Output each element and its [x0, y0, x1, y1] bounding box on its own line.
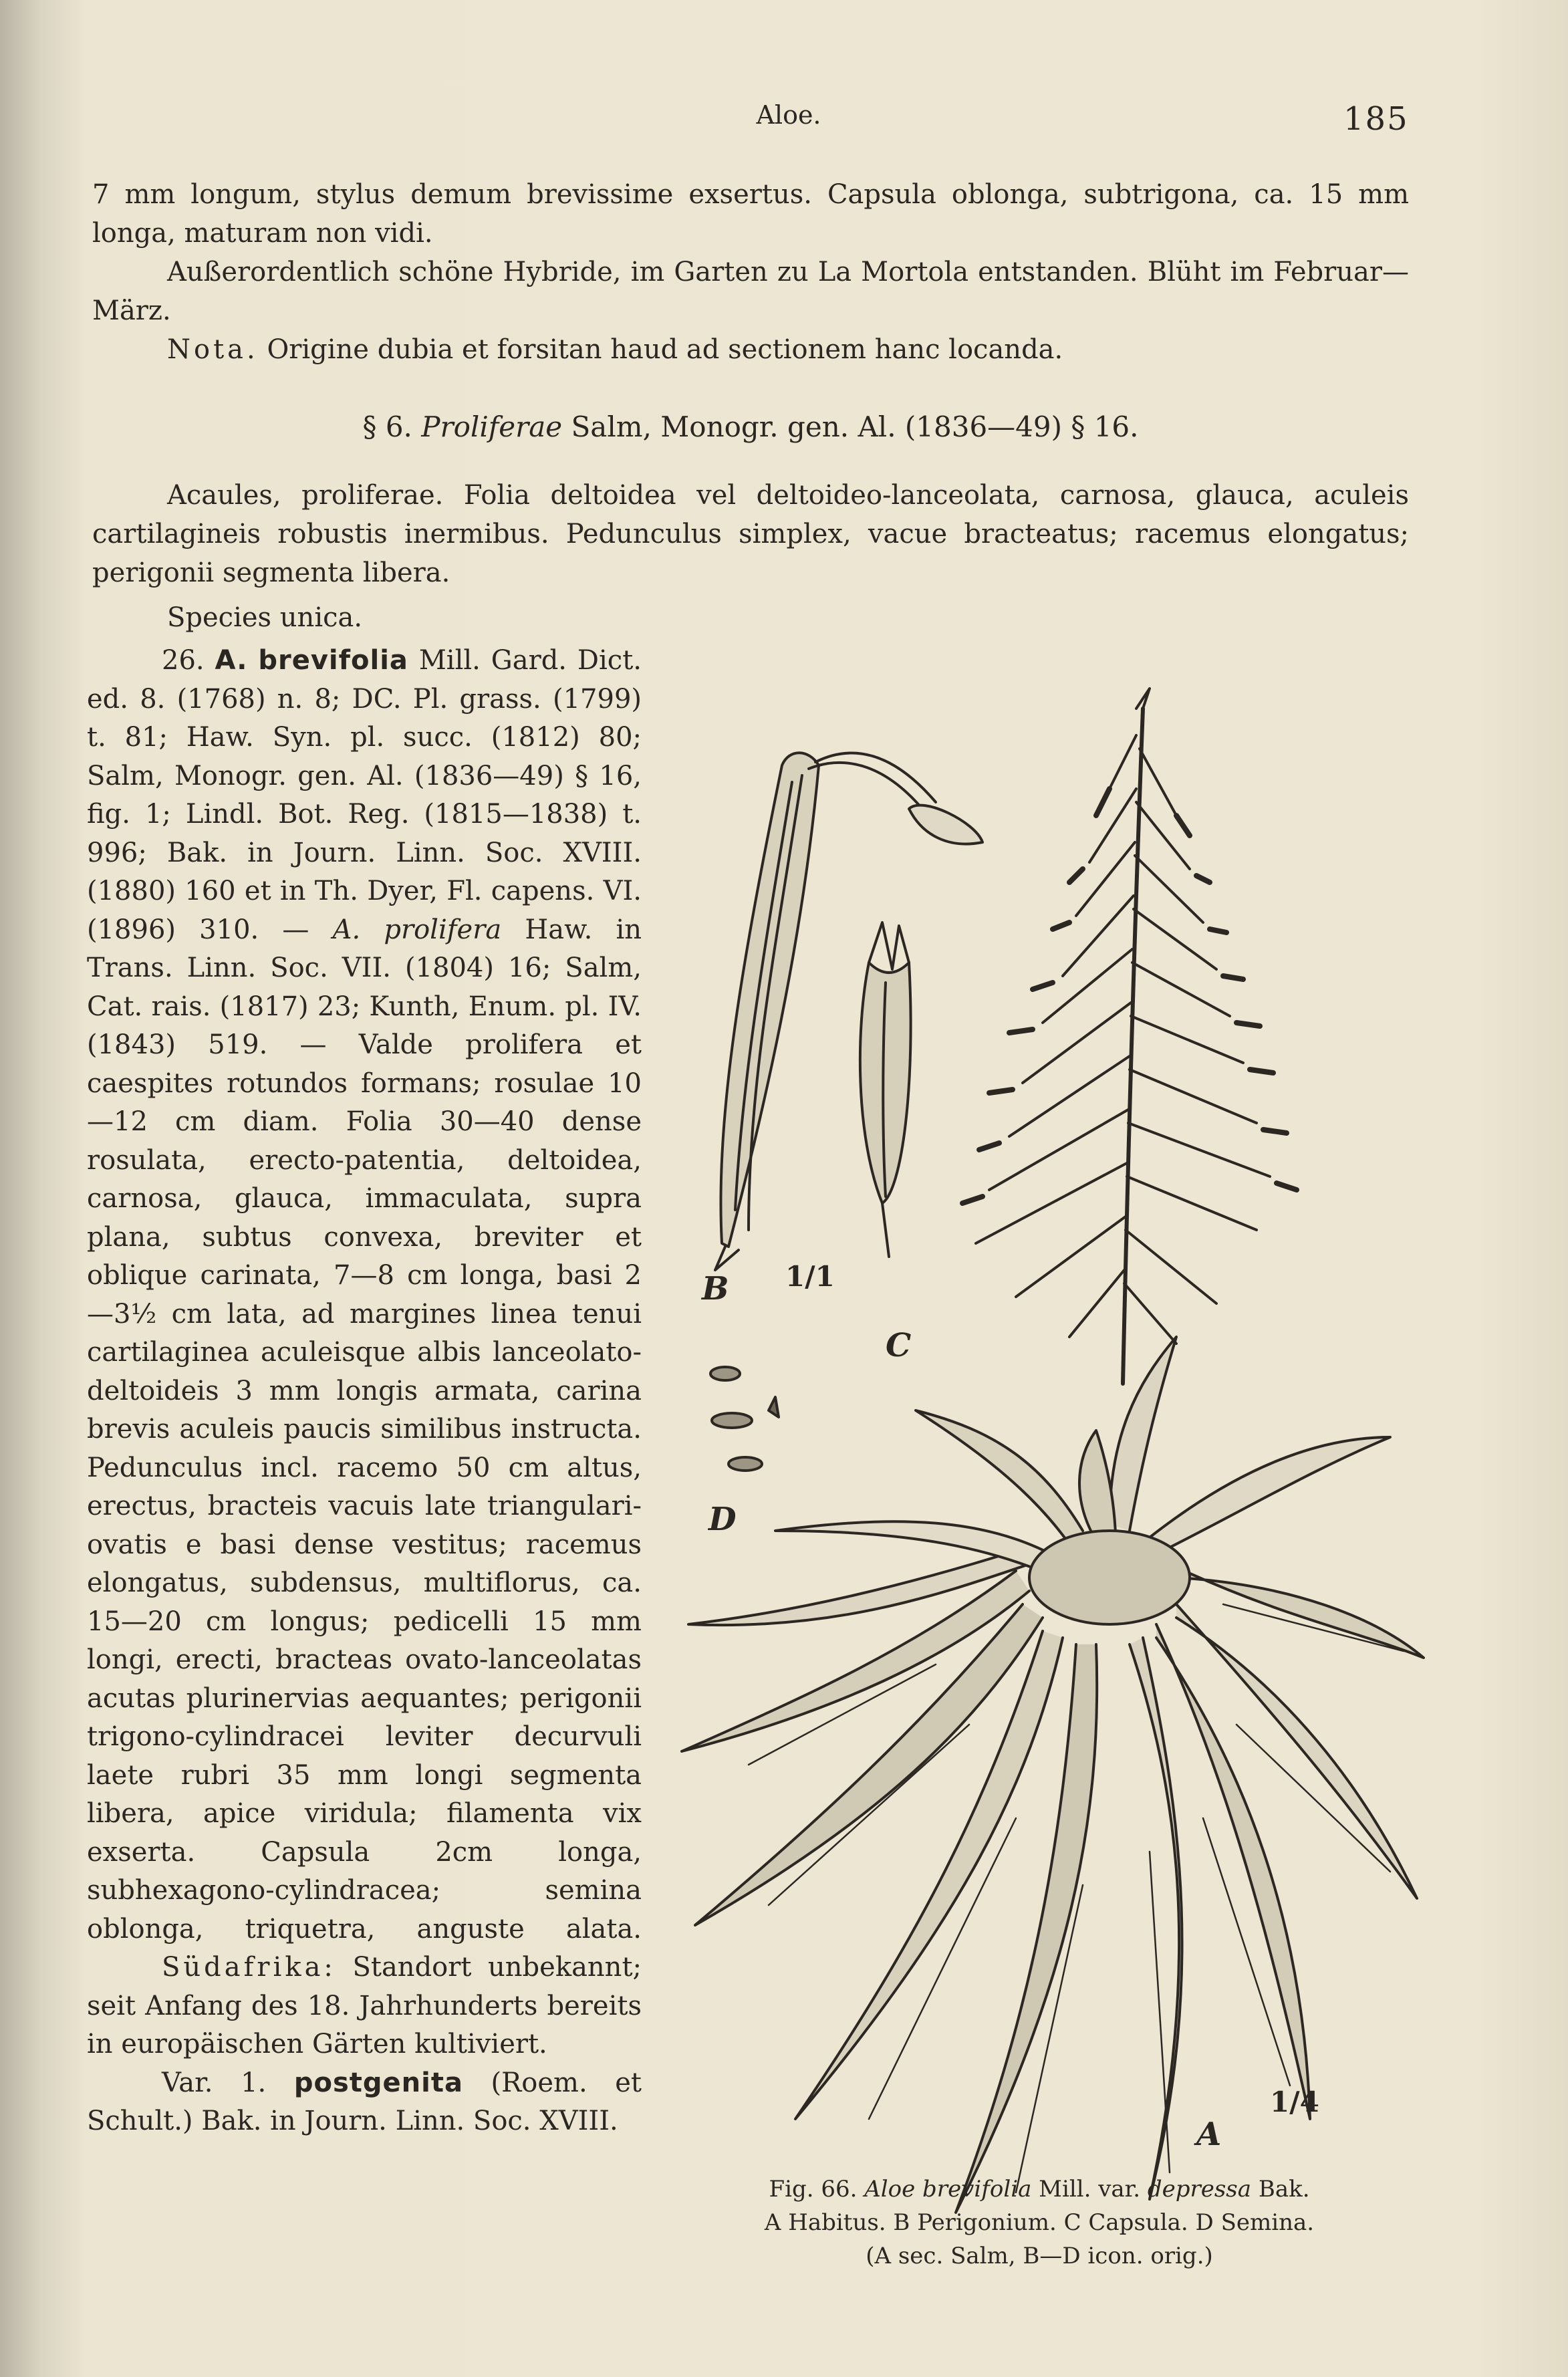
nota-text: Origine dubia et forsitan haud ad sectionem hanc locanda. — [267, 334, 1063, 365]
caption-author: Mill. var. — [1039, 2176, 1141, 2203]
variety-name: postgenita — [293, 2067, 463, 2098]
caption-fig-number: Fig. 66. — [769, 2176, 858, 2203]
figure-caption — [672, 2172, 1407, 2273]
section-heading — [92, 408, 1409, 447]
variety-entry — [87, 2064, 642, 2141]
intro-paragraph: 7 mm longum, stylus demum brevissime exsertus. Capsula oblonga, subtrigona, ca. 15 mm longa, maturam non vidi. — [92, 179, 1409, 249]
hybrid-note: Außerordentlich schöne Hybride, im Garten zu La Mortola entstanden. Blüht im Februar—März. — [92, 257, 1409, 326]
species-epithet: brevifolia — [258, 645, 408, 676]
species-citation-2: Haw. in Trans. Linn. Soc. VII. (1804) 16; Salm, Cat. rais. (1817) 23; Kunth, Enum. pl. IV. (1843) 519. — Valde prolifera et caespites rotundos formans; rosulae 10—12 cm diam. Folia 30—40 dense rosulata, erecto-patentia, deltoidea, carnosa, glauca, immaculata, supra plana, subtus convexa, breviter et oblique carinata, 7—8 cm longa, basi 2—3½ cm lata, ad margines linea tenui cartilaginea aculeisque albis lanceolato-deltoideis 3 mm longis armata, carina brevis aculeis paucis similibus instructa. Pedunculus incl. racemo 50 cm altus, erectus, bracteis vacuis late triangulari-ovatis e basi dense vestitus; racemus elongatus, subdensus, multiflorus, ca. 15—20 cm longus; pedicelli 15 mm longi, erecti, bracteas ovato-lanceolatas acutas plurinervias aequantes; perigonii trigono-cylindracei leviter decurvuli laete rubri 35 mm longi segmenta libera, apice viridula; filamenta vix exserta. Capsula 2cm longa, subhexagono-cylindracea; semina oblonga, triquetra, anguste alata. — [87, 914, 642, 1945]
section-description: Acaules, proliferae. Folia deltoidea vel deltoideo-lanceolata, carnosa, glauca, aculeis cartilagineis robustis inermibus. Pedunculus simplex, vacue bracteatus; racemus elongatus; perigonii segmenta libera. — [92, 480, 1409, 588]
habitus-drawing — [682, 1337, 1424, 2213]
species-citation-1: Mill. Gard. Dict. ed. 8. (1768) n. 8; DC. Pl. grass. (1799) t. 81; Haw. Syn. pl. succ. (1812) 80; Salm, Monogr. gen. Al. (1836—49) § 16, fig. 1; Lindl. Bot. Reg. (1815—1838) t. 996; Bak. in Journ. Linn. Soc. XVIII. (1880) 160 et in Th. Dyer, Fl. capens. VI. (1896) 310. — — [87, 645, 642, 945]
seeds-drawing — [710, 1367, 779, 1471]
caption-variety: depressa — [1147, 2176, 1252, 2203]
distribution-label: Südafrika: — [162, 1952, 336, 1983]
caption-variety-author: Bak. — [1258, 2176, 1310, 2203]
nota-line — [92, 330, 1409, 369]
perigonium-drawing — [715, 753, 983, 1270]
scale-A: 1/4 — [1270, 2086, 1319, 2118]
section-citation: Salm, Monogr. gen. Al. (1836—49) § 16. — [571, 410, 1139, 443]
label-C: C — [886, 1327, 912, 1364]
species-number: 26. — [162, 645, 205, 676]
distribution-text: Standort unbekannt; seit Anfang des 18. Jahrhunderts bereits in europäischen Gärten kultiviert. — [87, 1952, 642, 2059]
species-genus: A. — [215, 645, 248, 676]
label-B: B — [702, 1270, 729, 1307]
variety-prefix: Var. 1. — [162, 2067, 267, 2098]
species-unica: Species unica. — [167, 602, 363, 633]
caption-line-2: A Habitus. B Perigonium. C Capsula. D Semina. — [764, 2209, 1315, 2236]
page-number: 185 — [1343, 100, 1409, 138]
label-D: D — [708, 1501, 737, 1538]
caption-line-1 — [672, 2172, 1407, 2206]
species-entry — [87, 642, 642, 1949]
variety-text: (Roem. et Schult.) Bak. in Journ. Linn. Soc. XVIII. — [87, 2067, 642, 2136]
capsule-drawing — [860, 922, 911, 1257]
scale-B: 1/1 — [785, 1260, 835, 1293]
caption-taxon: Aloe brevifolia — [864, 2176, 1032, 2203]
nota-label: Nota. — [167, 334, 259, 365]
label-A: A — [1196, 2116, 1222, 2153]
section-name: Proliferae — [421, 410, 563, 443]
inflorescence-drawing — [962, 689, 1297, 1384]
caption-line-3: (A sec. Salm, B—D icon. orig.) — [866, 2243, 1213, 2269]
distribution — [87, 1949, 642, 2064]
species-synonym: A. prolifera — [332, 914, 502, 945]
figure-66 — [668, 682, 1437, 2239]
running-header-title: Aloe. — [756, 100, 821, 130]
aloe-illustration — [668, 682, 1437, 2239]
section-prefix: § 6. — [362, 410, 412, 443]
species-column — [87, 642, 642, 2141]
